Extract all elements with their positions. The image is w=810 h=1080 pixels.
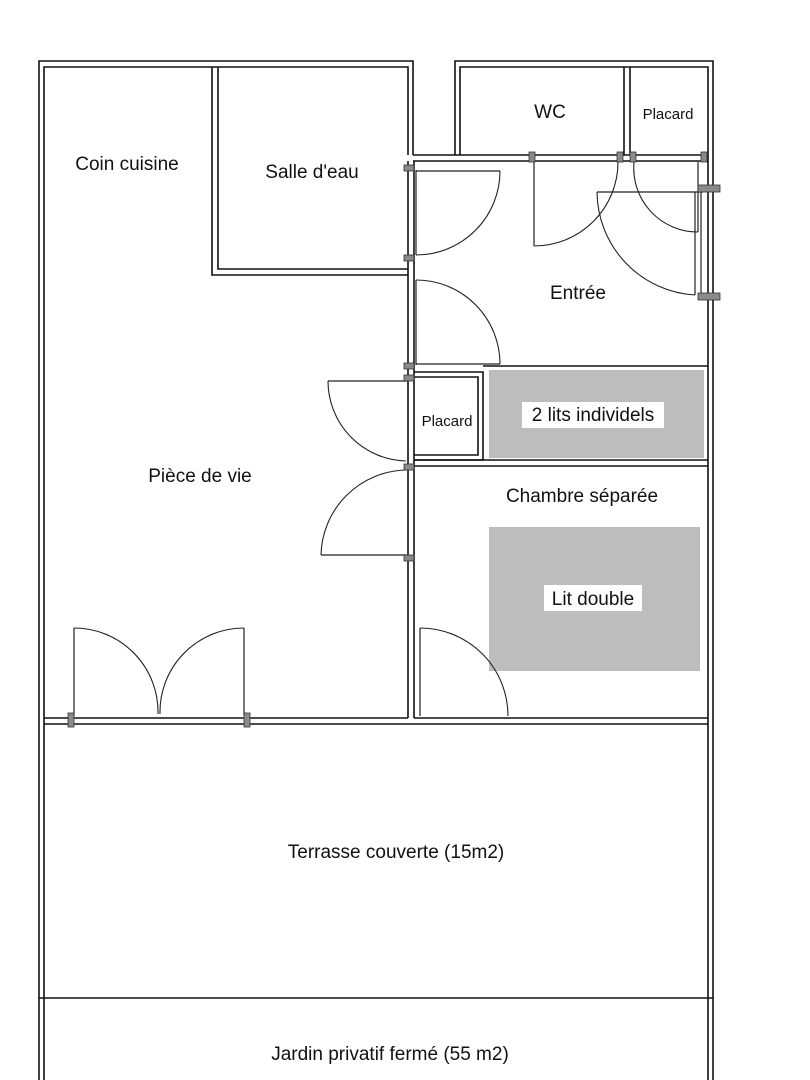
label-piece-de-vie: Pièce de vie (148, 466, 252, 487)
label-jardin: Jardin privatif fermé (55 m2) (271, 1044, 509, 1065)
central-partition (408, 161, 414, 718)
label-coin-cuisine: Coin cuisine (75, 154, 179, 175)
door-placard-mid (328, 375, 414, 461)
label-terrasse: Terrasse couverte (15m2) (287, 842, 505, 863)
label-lits-individuels: 2 lits individels (531, 405, 655, 426)
label-chambre: Chambre séparée (505, 486, 659, 507)
label-placard-mid: Placard (421, 413, 473, 430)
label-wc: WC (534, 102, 566, 123)
terrace-wall (44, 718, 708, 724)
door-wc (529, 152, 623, 246)
label-placard-top: Placard (642, 106, 694, 123)
label-lit-double: Lit double (551, 589, 635, 610)
door-salle-deau (404, 165, 500, 261)
door-piece-upper (404, 280, 500, 369)
door-double-terrace (68, 628, 250, 727)
label-entree: Entrée (550, 283, 606, 304)
label-salle-deau: Salle d'eau (265, 162, 359, 183)
door-entree (597, 185, 720, 300)
door-chambre-living (321, 464, 414, 561)
